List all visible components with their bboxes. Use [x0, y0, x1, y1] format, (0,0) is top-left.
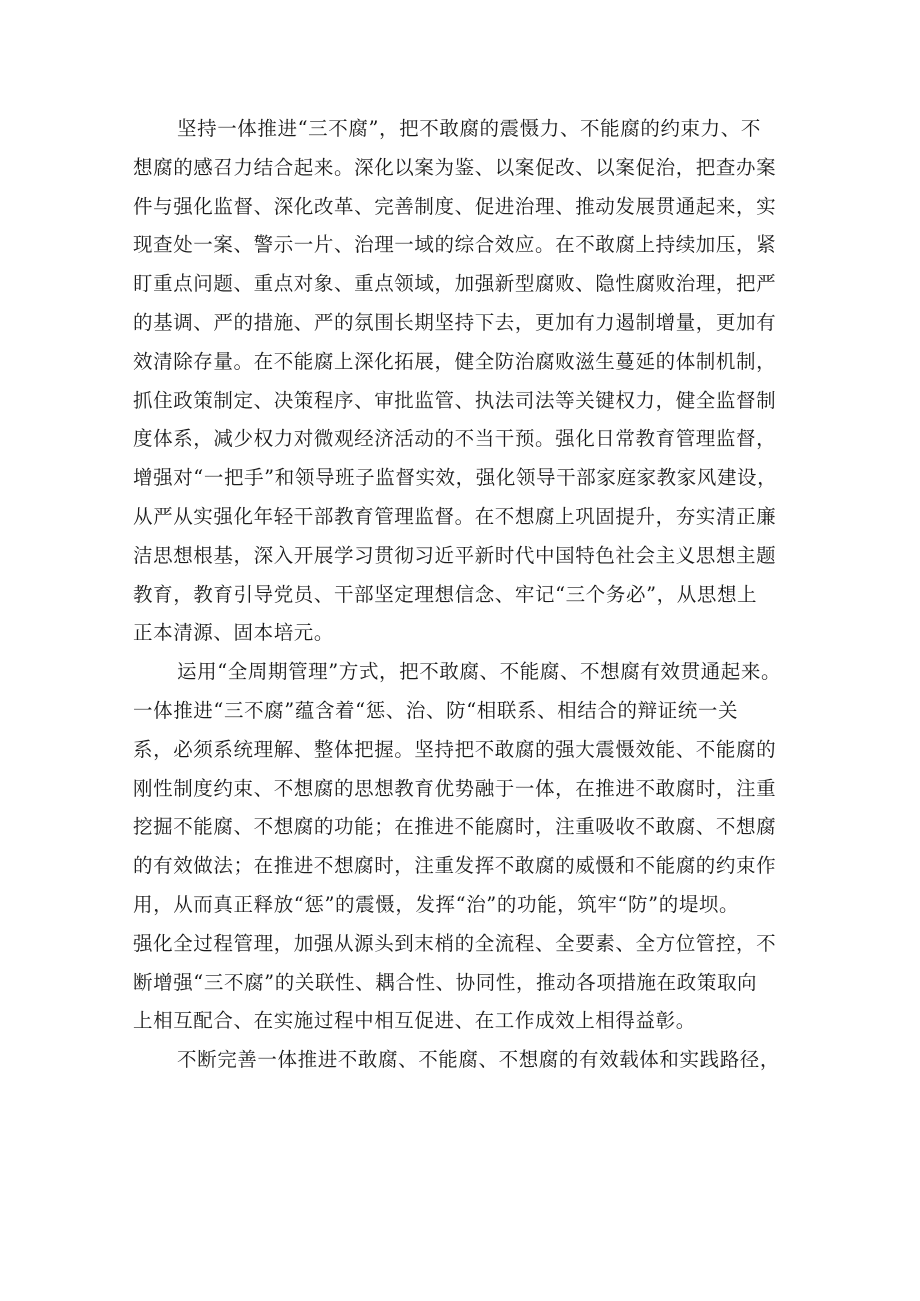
paragraph-3 — [133, 1041, 788, 1080]
text-line: 教育，教育引导党员、干部坚定理想信念、牢记“三个务必”，从思想上 — [133, 582, 758, 606]
paragraph-2 — [133, 653, 788, 1041]
text-line: 件与强化监督、深化改革、完善制度、促进治理、推动发展贯通起来，实 — [133, 194, 777, 218]
body-text — [133, 110, 788, 1080]
text-line: 度体系，减少权力对微观经济活动的不当干预。强化日常教育管理监督， — [133, 427, 777, 451]
text-line: 抓住政策制定、决策程序、审批监管、执法司法等关键权力，健全监督制 — [133, 388, 777, 412]
text-line: 效清除存量。在不能腐上深化拓展，健全防治腐败滋生蔓延的体制机制， — [133, 349, 777, 373]
text-line: 上相互配合、在实施过程中相互促进、在工作成效上相得益彰。 — [133, 1009, 696, 1033]
text-line: 坚持一体推进“三不腐”，把不敢腐的震慑力、不能腐的约束力、不 — [177, 117, 761, 140]
text-line: 刚性制度约束、不想腐的思想教育优势融于一体，在推进不敢腐时，注重 — [133, 776, 777, 800]
text-line: 强化全过程管理，加强从源头到末梢的全流程、全要素、全方位管控，不 — [133, 931, 777, 955]
text-line: 从严从实强化年轻干部教育管理监督。在不想腐上巩固提升，夯实清正廉 — [133, 504, 777, 528]
text-line: 不断完善一体推进不敢腐、不能腐、不想腐的有效载体和实践路径， — [177, 1048, 781, 1072]
text-line: 挖掘不能腐、不想腐的功能；在推进不能腐时，注重吸收不敢腐、不想腐 — [133, 815, 777, 839]
text-line: 现查处一案、警示一片、治理一域的综合效应。在不敢腐上持续加压，紧 — [133, 233, 777, 257]
text-line: 用，从而真正释放“惩”的震慑，发挥“治”的功能，筑牢“防”的堤坝。 — [133, 892, 740, 916]
text-line: 的基调、严的措施、严的氛围长期坚持下去，更加有力遏制增量，更加有 — [133, 310, 777, 334]
text-line: 想腐的感召力结合起来。深化以案为鉴、以案促改、以案促治，把查办案 — [133, 155, 777, 179]
text-line: 盯重点问题、重点对象、重点领域，加强新型腐败、隐性腐败治理，把严 — [133, 272, 777, 296]
text-line: 的有效做法；在推进不想腐时，注重发挥不敢腐的威慑和不能腐的约束作 — [133, 854, 777, 878]
text-line: 洁思想根基，深入开展学习贯彻习近平新时代中国特色社会主义思想主题 — [133, 543, 777, 567]
text-line: 运用“全周期管理”方式，把不敢腐、不能腐、不想腐有效贯通起来。 — [177, 660, 782, 684]
text-line: 正本清源、固本培元。 — [133, 621, 335, 645]
text-line: 系，必须系统理解、整体把握。坚持把不敢腐的强大震慑效能、不能腐的 — [133, 737, 777, 761]
text-line: 一体推进“三不腐”蕴含着“惩、治、防“相联系、相结合的辩证统一关 — [133, 698, 739, 722]
text-line: 增强对“一把手”和领导班子监督实效，强化领导干部家庭家教家风建设， — [133, 466, 778, 490]
paragraph-1 — [133, 110, 788, 653]
text-line: 断增强“三不腐”的关联性、耦合性、协同性，推动各项措施在政策取向 — [133, 970, 758, 994]
